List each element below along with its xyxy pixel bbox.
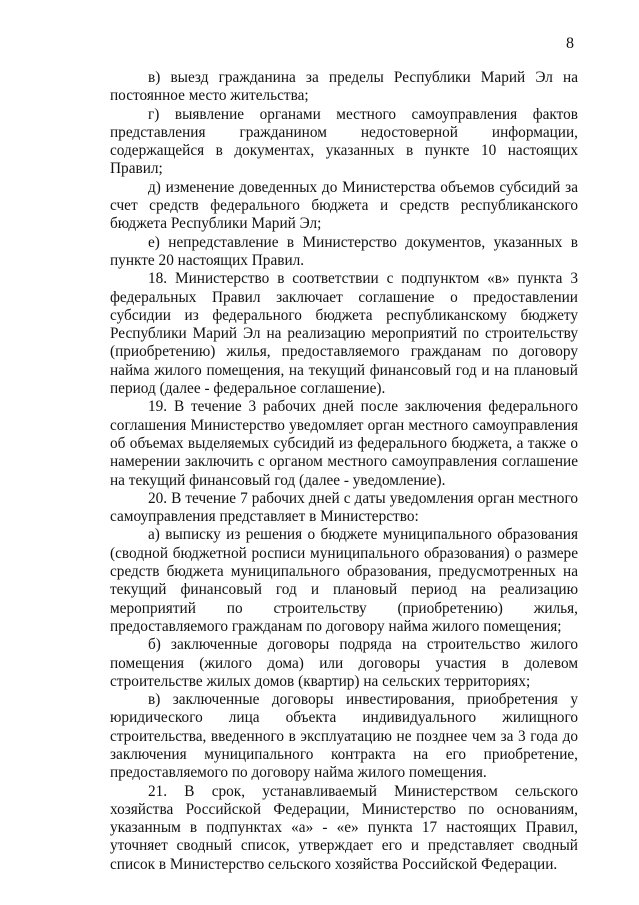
paragraph-d-subsidy-change: д) изменение доведенных до Министерства объемов субсидий за счет средств федерального бюджета и средств республиканского бюджета Республики Марий Эл; [110, 178, 578, 233]
paragraph-20: 20. В течение 7 рабочих дней с даты уведомления орган местного самоуправления представляет в Министерство: [110, 489, 578, 526]
paragraph-20-a: а) выписку из решения о бюджете муниципального образования (сводной бюджетной росписи муниципального образования) о размере средств бюджета муниципального образования, предусмотренных на текущий финансовый год и плановый период на реализацию мероприятий по строительству (приобретению) жилья, предоставляемого гражданам по договору найма жилого помещения; [110, 526, 578, 635]
paragraph-21: 21. В срок, устанавливаемый Министерством сельского хозяйства Российской Федерации, Министерство по основаниям, указанным в подпунктах «а» - «е» пункта 17 настоящих Правил, уточняет сводный список, утверждает его и представляет сводный список в Министерство сельского хозяйства Российской Федерации. [110, 782, 578, 873]
paragraph-18: 18. Министерство в соответствии с подпунктом «в» пункта 3 федеральных Правил заключает соглашение о предоставлении субсидии из федерального бюджета республиканскому бюджету Республики Марий Эл на реализацию мероприятий по строительству (приобретению) жилья, предоставляемого гражданам по договору найма жилого помещения, на текущий финансовый год и на плановый период (далее - федеральное соглашение). [110, 270, 578, 398]
paragraph-19: 19. В течение 3 рабочих дней после заключения федерального соглашения Министерство уведомляет орган местного самоуправления об объемах выделяемых субсидий из федерального бюджета, а также о намерении заключить с органом местного самоуправления соглашение на текущий финансовый год (далее - уведомление). [110, 398, 578, 489]
paragraph-g-false-info: г) выявление органами местного самоуправления фактов представления гражданином недостоверной информации, содержащейся в документах, указанных в пункте 10 настоящих Правил; [110, 105, 578, 178]
page-number: 8 [566, 35, 574, 52]
paragraph-20-v: в) заключенные договоры инвестирования, приобретения у юридического лица объекта индивидуального жилищного строительства, введенного в эксплуатацию не позднее чем за 3 года до заключения муниципального контракта на его приобретение, предоставляемого по договору найма жилого помещения. [110, 691, 578, 782]
paragraph-e-no-documents: е) непредставление в Министерство документов, указанных в пункте 20 настоящих Правил. [110, 233, 578, 269]
paragraph-20-b: б) заключенные договоры подряда на строительство жилого помещения (жилого дома) или договоры участия в долевом строительстве жилых домов (квартир) на сельских территориях; [110, 636, 578, 690]
document-body [110, 69, 578, 874]
paragraph-v-departure: в) выезд гражданина за пределы Республики Марий Эл на постоянное место жительства; [110, 69, 578, 105]
